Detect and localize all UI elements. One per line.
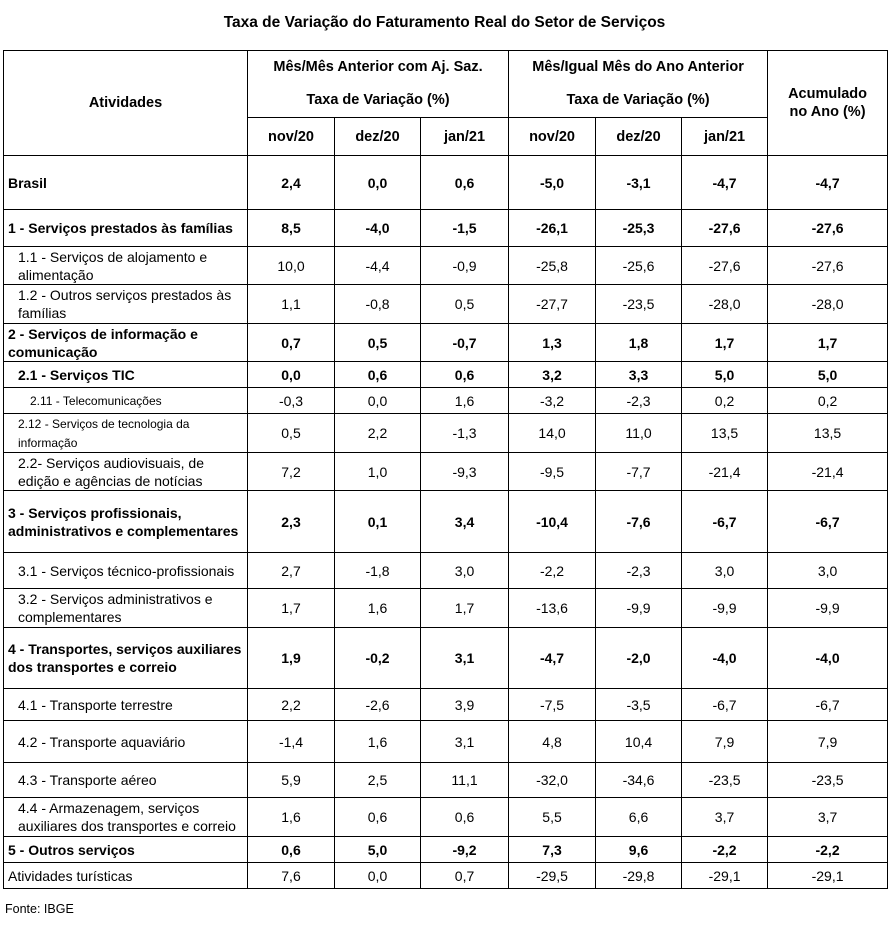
activity-label [4, 553, 248, 589]
table-row [4, 689, 888, 721]
rate-cell: 2,5 [335, 763, 421, 798]
rate-cell: 7,2 [248, 453, 335, 491]
rate-cell: -3,5 [596, 689, 682, 721]
header-month: dez/20 [596, 118, 682, 156]
rate-cell: -29,5 [509, 863, 596, 889]
rate-cell: 1,7 [682, 324, 768, 362]
rate-cell: -21,4 [682, 453, 768, 491]
rate-cell: -2,0 [596, 628, 682, 689]
rate-cell: 10,0 [248, 247, 335, 285]
rate-cell: -29,8 [596, 863, 682, 889]
rate-cell: -4,7 [682, 156, 768, 210]
rate-cell: -2,3 [596, 388, 682, 414]
activity-label-text: 3.2 - Serviços administrativos e complementares [18, 591, 213, 625]
activity-label [4, 210, 248, 247]
table-row [4, 589, 888, 628]
rate-cell: 1,8 [596, 324, 682, 362]
activity-label-text: 4 - Transportes, serviços auxiliares dos transportes e correio [8, 641, 242, 675]
rate-cell: 7,9 [682, 721, 768, 763]
rate-cell: -9,9 [682, 589, 768, 628]
rate-cell: 1,6 [335, 721, 421, 763]
rate-cell: 0,2 [682, 388, 768, 414]
header-accumulated-line2: no Ano (%) [789, 104, 866, 120]
accumulated-cell: -2,2 [768, 837, 888, 863]
activity-label-text: 2.11 - Telecomunicações [30, 394, 162, 408]
header-accumulated [768, 51, 888, 156]
header-group-monthly-line1: Mês/Mês Anterior com Aj. Saz. [273, 59, 483, 75]
activity-label-text: 2.1 - Serviços TIC [18, 366, 135, 383]
table-row [4, 863, 888, 889]
rate-cell: 7,6 [248, 863, 335, 889]
activity-label [4, 414, 248, 453]
rate-cell: 5,9 [248, 763, 335, 798]
table-row [4, 156, 888, 210]
accumulated-cell: 1,7 [768, 324, 888, 362]
table-row [4, 491, 888, 553]
header-accumulated-line1: Acumulado [788, 86, 868, 102]
activity-label-text: Brasil [8, 174, 47, 191]
table-row [4, 628, 888, 689]
rate-cell: 0,0 [335, 863, 421, 889]
rate-cell: 1,6 [248, 798, 335, 837]
rate-cell: -1,3 [421, 414, 509, 453]
activity-label-text: 1.1 - Serviços de alojamento e alimentação [18, 248, 208, 283]
activity-label-text: 4.3 - Transporte aéreo [18, 772, 157, 788]
rate-cell: 0,6 [421, 156, 509, 210]
rate-cell: -0,9 [421, 247, 509, 285]
table-row [4, 798, 888, 837]
activity-label-text: 3.1 - Serviços técnico-profissionais [18, 562, 235, 579]
rate-cell: 0,6 [335, 362, 421, 388]
rate-cell: 0,0 [335, 156, 421, 210]
activity-label [4, 798, 248, 837]
header-group-yearly-line1: Mês/Igual Mês do Ano Anterior [532, 59, 744, 75]
rate-cell: 2,2 [248, 689, 335, 721]
table-row [4, 285, 888, 324]
rate-cell: -27,6 [682, 210, 768, 247]
table-title: Taxa de Variação do Faturamento Real do Setor de Serviços [223, 14, 666, 31]
rate-cell: 1,3 [509, 324, 596, 362]
activity-label [4, 362, 248, 388]
accumulated-cell: 0,2 [768, 388, 888, 414]
rate-cell: -26,1 [509, 210, 596, 247]
accumulated-cell: -27,6 [768, 210, 888, 247]
rate-cell: 0,6 [421, 798, 509, 837]
rate-cell: 1,1 [248, 285, 335, 324]
activity-label-text: 2.2- Serviços audiovisuais, de edição e agências de notícias [18, 454, 204, 489]
rate-cell: -1,5 [421, 210, 509, 247]
rate-cell: 3,0 [682, 553, 768, 589]
accumulated-cell: -4,7 [768, 156, 888, 210]
rate-cell: -23,5 [682, 763, 768, 798]
rate-cell: -6,7 [682, 689, 768, 721]
rate-cell: -27,7 [509, 285, 596, 324]
table-row [4, 414, 888, 453]
rate-cell: -27,6 [682, 247, 768, 285]
rate-cell: 3,9 [421, 689, 509, 721]
rate-cell: -0,7 [421, 324, 509, 362]
rate-cell: -4,7 [509, 628, 596, 689]
rate-cell: -32,0 [509, 763, 596, 798]
accumulated-cell: -23,5 [768, 763, 888, 798]
accumulated-cell: 7,9 [768, 721, 888, 763]
activity-label [4, 589, 248, 628]
rate-cell: 3,3 [596, 362, 682, 388]
rate-cell: -4,0 [682, 628, 768, 689]
rate-cell: 0,6 [335, 798, 421, 837]
rate-cell: -1,8 [335, 553, 421, 589]
header-activities: Atividades [4, 51, 248, 156]
rate-cell: -2,2 [682, 837, 768, 863]
rate-cell: -25,3 [596, 210, 682, 247]
rate-cell: 0,0 [335, 388, 421, 414]
table-body [4, 156, 888, 889]
activity-label [4, 285, 248, 324]
activity-label [4, 453, 248, 491]
accumulated-cell: -4,0 [768, 628, 888, 689]
rate-cell: 3,2 [509, 362, 596, 388]
activity-label-text: 1.2 - Outros serviços prestados às famílias [18, 287, 232, 321]
rate-cell: -34,6 [596, 763, 682, 798]
rate-cell: 1,7 [248, 589, 335, 628]
activity-label [4, 388, 248, 414]
rate-cell: -0,2 [335, 628, 421, 689]
rate-cell: 2,2 [335, 414, 421, 453]
rate-cell: 11,1 [421, 763, 509, 798]
accumulated-cell: 13,5 [768, 414, 888, 453]
activity-label-text: 1 - Serviços prestados às famílias [8, 220, 233, 236]
activity-label [4, 721, 248, 763]
rate-cell: -23,5 [596, 285, 682, 324]
services-table [3, 50, 888, 889]
table-row [4, 362, 888, 388]
activity-label [4, 837, 248, 863]
rate-cell: 1,7 [421, 589, 509, 628]
activity-label [4, 863, 248, 889]
accumulated-cell: -6,7 [768, 689, 888, 721]
rate-cell: 1,6 [421, 388, 509, 414]
rate-cell: -3,2 [509, 388, 596, 414]
rate-cell: 6,6 [596, 798, 682, 837]
accumulated-cell: -9,9 [768, 589, 888, 628]
rate-cell: -0,8 [335, 285, 421, 324]
rate-cell: -6,7 [682, 491, 768, 553]
rate-cell: -9,9 [596, 589, 682, 628]
header-month: dez/20 [335, 118, 421, 156]
rate-cell: -28,0 [682, 285, 768, 324]
rate-cell: -4,4 [335, 247, 421, 285]
rate-cell: 3,4 [421, 491, 509, 553]
rate-cell: 5,0 [682, 362, 768, 388]
rate-cell: 0,0 [248, 362, 335, 388]
rate-cell: -7,7 [596, 453, 682, 491]
accumulated-cell: -27,6 [768, 247, 888, 285]
table-row [4, 721, 888, 763]
table-row [4, 324, 888, 362]
header-month: jan/21 [682, 118, 768, 156]
rate-cell: -7,6 [596, 491, 682, 553]
table-row [4, 553, 888, 589]
rate-cell: -9,2 [421, 837, 509, 863]
rate-cell: -1,4 [248, 721, 335, 763]
rate-cell: 0,5 [421, 285, 509, 324]
header-group-yearly [509, 51, 768, 118]
activity-label-text: 3 - Serviços profissionais, administrativos e complementares [8, 504, 239, 539]
activity-label-text: 5 - Outros serviços [8, 841, 135, 858]
rate-cell: 11,0 [596, 414, 682, 453]
activity-label [4, 689, 248, 721]
activity-label-text: 2 - Serviços de informação e comunicação [8, 325, 198, 360]
rate-cell: 0,7 [248, 324, 335, 362]
rate-cell: -2,2 [509, 553, 596, 589]
rate-cell: -0,3 [248, 388, 335, 414]
rate-cell: 1,6 [335, 589, 421, 628]
header-group-yearly-line2: Taxa de Variação (%) [566, 92, 710, 108]
activity-label-text: 2.12 - Serviços de tecnologia da informação [18, 417, 190, 450]
accumulated-cell: 3,0 [768, 553, 888, 589]
source-note: Fonte: IBGE [5, 902, 74, 916]
table-row [4, 388, 888, 414]
table-row [4, 247, 888, 285]
rate-cell: -5,0 [509, 156, 596, 210]
activity-label-text: 4.4 - Armazenagem, serviços auxiliares dos transportes e correio [18, 800, 236, 834]
rate-cell: 5,5 [509, 798, 596, 837]
rate-cell: 0,5 [335, 324, 421, 362]
rate-cell: 5,0 [335, 837, 421, 863]
accumulated-cell: -28,0 [768, 285, 888, 324]
rate-cell: -13,6 [509, 589, 596, 628]
activity-label-text: 4.1 - Transporte terrestre [18, 696, 173, 713]
rate-cell: 0,5 [248, 414, 335, 453]
header-group-monthly-line2: Taxa de Variação (%) [306, 92, 450, 108]
rate-cell: 7,3 [509, 837, 596, 863]
rate-cell: -3,1 [596, 156, 682, 210]
rate-cell: 2,4 [248, 156, 335, 210]
rate-cell: 3,7 [682, 798, 768, 837]
rate-cell: -25,6 [596, 247, 682, 285]
rate-cell: -9,5 [509, 453, 596, 491]
rate-cell: 1,9 [248, 628, 335, 689]
rate-cell: 0,1 [335, 491, 421, 553]
rate-cell: 10,4 [596, 721, 682, 763]
activity-label-text: Atividades turísticas [8, 867, 133, 884]
rate-cell: 0,7 [421, 863, 509, 889]
accumulated-cell: 3,7 [768, 798, 888, 837]
rate-cell: -29,1 [682, 863, 768, 889]
rate-cell: 1,0 [335, 453, 421, 491]
header-month: nov/20 [248, 118, 335, 156]
rate-cell: 2,7 [248, 553, 335, 589]
header-month: jan/21 [421, 118, 509, 156]
header-group-monthly [248, 51, 509, 118]
rate-cell: 3,1 [421, 721, 509, 763]
rate-cell: 0,6 [421, 362, 509, 388]
table-row [4, 453, 888, 491]
table-row [4, 763, 888, 798]
activity-label [4, 763, 248, 798]
activity-label [4, 156, 248, 210]
rate-cell: 3,1 [421, 628, 509, 689]
rate-cell: -7,5 [509, 689, 596, 721]
rate-cell: -10,4 [509, 491, 596, 553]
activity-label-text: 4.2 - Transporte aquaviário [18, 733, 186, 750]
table-row [4, 837, 888, 863]
activity-label [4, 324, 248, 362]
rate-cell: 9,6 [596, 837, 682, 863]
header-month: nov/20 [509, 118, 596, 156]
activity-label [4, 247, 248, 285]
rate-cell: -9,3 [421, 453, 509, 491]
accumulated-cell: -29,1 [768, 863, 888, 889]
rate-cell: -2,6 [335, 689, 421, 721]
rate-cell: 8,5 [248, 210, 335, 247]
rate-cell: 14,0 [509, 414, 596, 453]
rate-cell: 4,8 [509, 721, 596, 763]
activity-label [4, 628, 248, 689]
rate-cell: 13,5 [682, 414, 768, 453]
rate-cell: -25,8 [509, 247, 596, 285]
accumulated-cell: 5,0 [768, 362, 888, 388]
rate-cell: -4,0 [335, 210, 421, 247]
rate-cell: 3,0 [421, 553, 509, 589]
rate-cell: 0,6 [248, 837, 335, 863]
accumulated-cell: -6,7 [768, 491, 888, 553]
table-row [4, 210, 888, 247]
rate-cell: 2,3 [248, 491, 335, 553]
rate-cell: -2,3 [596, 553, 682, 589]
activity-label [4, 491, 248, 553]
accumulated-cell: -21,4 [768, 453, 888, 491]
